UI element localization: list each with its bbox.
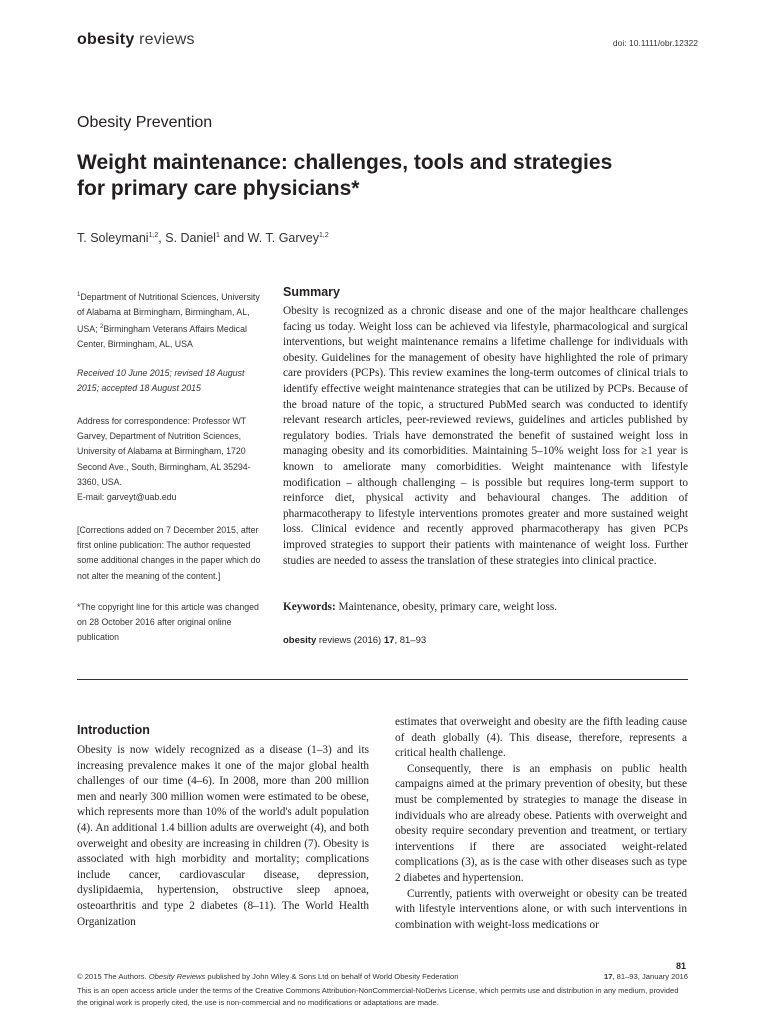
author-2: , S. Daniel [158,231,216,245]
author-2-sup: 1 [215,231,220,239]
copyright-note [77,600,265,646]
intro-column-1: Obesity is now widely recognized as a disease (1–3) and its increasing prevalence makes it one of the major global health challenges of our time (4–6). In 2008, more than 200 million men and nearly 300 million women were estimated to be obese, which represents more than 10% of the world's adult population (4). An additional 1.4 billion adults are overweight (4), and both overweight and obesity are increasing in children (7). Obesity is associated with high morbidity and mortality; complications include cancer, cardiovascular disease, depression, dyslipidaemia, hypertension, obstructive sleep apnoea, osteoarthritis and type 2 diabetes (8–11). The World Health Organization [77,744,369,928]
journal-name-rest: reviews [139,31,195,48]
title-line-1: Weight maintenance: challenges, tools and strategies [77,151,613,174]
keywords-text: Maintenance, obesity, primary care, weight loss. [335,601,558,613]
email-text[interactable]: E-mail: garveyt@uab.edu [77,492,177,503]
copyright-pre: © 2015 The Authors. [77,972,149,981]
author-1: T. Soleymani [77,231,149,245]
doi[interactable]: doi: 10.1111/obr.12322 [612,38,698,48]
intro-col2-para-1: estimates that overweight and obesity are the fifth leading cause of death globally (4). This disease, therefore, represents a critical health challenge. [395,716,687,760]
received-dates [77,366,265,396]
author-3: and W. T. Garvey [219,231,319,245]
page-number: 81 [675,961,686,971]
article-title [77,150,717,202]
copyright-line [77,972,458,981]
corrections-note [77,523,265,584]
aff-text-1: Department of Nutritional Sciences, University of Alabama at Birmingham, Birmingham, AL, USA; [77,291,260,335]
author-3-sup: 1,2 [319,231,329,239]
issue-info [604,972,688,981]
intro-col2-para-3: Currently, patients with overweight or obesity can be treated with lifestyle interventions alone, or with such interventions in combination with weight-loss medications or [395,887,687,931]
aff-sup-2: 2 [99,324,104,331]
citation-pages: , 81–93 [394,635,427,646]
authors [77,231,329,245]
summary-heading: Summary [283,285,340,299]
aff-sup-1: 1 [77,292,81,298]
intro-column-2 [395,715,687,933]
title-line-2: for primary care physicians* [77,177,360,200]
citation-volume: 17 [383,635,395,646]
intro-heading: Introduction [77,723,150,737]
copyright-journal: Obesity Reviews [148,972,206,981]
citation-journal-bold: obesity [283,635,317,646]
aff-text-2: Birmingham Veterans Affairs Medical Center, Birmingham, AL, USA [77,324,247,350]
issue-rest: , 81–93, January 2016 [612,972,688,981]
corrections-text: [Corrections added on 7 December 2015, after first online publication: The author requested some additional changes in the paper which do not alter the meaning of the content.] [77,525,261,581]
section-label: Obesity Prevention [77,114,213,131]
issue-volume: 17 [603,972,613,981]
author-1-sup: 1,2 [148,231,159,239]
intro-col2-para-2: Consequently, there is an emphasis on public health campaigns aimed at the primary prevention of obesity, but these must be complemented by strategies to manage the disease in individuals who are already obese. Patients with overweight and obesity require secondary prevention and treatment, or tertiary interventions if there are associated weight-related complications (3), as is the case with other diseases such as type 2 diabetes and hypertension. [395,762,687,884]
citation [283,635,426,646]
correspondence [77,414,265,505]
section-divider [77,679,688,680]
keywords [283,601,688,613]
received-text: Received 10 June 2015; revised 18 August 2015; accepted 18 August 2015 [77,368,245,394]
copyright-note-text: *The copyright line for this article was changed on 28 October 2016 after original online publication [77,602,259,643]
citation-journal-rest: reviews (2016) [316,635,384,646]
journal-name-bold: obesity [77,31,135,48]
affiliations [77,288,265,353]
summary-text: Obesity is recognized as a chronic disease and one of the major healthcare challenges facing us today. Weight loss can be achieved via lifestyle, pharmacological and surgical interventions, but weight maintenance remains a lifetime challenge for individuals with obesity. Guidelines for the management of obesity have highlighted the role of primary care providers (PCPs). This review examines the long-term outcomes of clinical trials to identify effective weight maintenance strategies that can be utilized by PCPs. Because of the broad nature of the topic, a structured PubMed search was conducted to identify relevant research articles, peer-reviewed reviews, guidelines and articles published by regulatory bodies. Trials have demonstrated the benefit of sustained weight loss in managing obesity and its comorbidities. Maintaining 5–10% weight loss for ≥1 year is known to ameliorate many comorbidities. Weight maintenance with lifestyle modification – although challenging – is possible but requires long-term support to reinforce diet, physical activity and behavioural changes. The addition of pharmacotherapy to lifestyle interventions promotes greater and more sustained weight loss. Clinical evidence and recently approved pharmacotherapy has given PCPs improved strategies to support their patients with maintenance of weight loss. Further studies are needed to assess the translation of these strategies into clinical practice. [283,305,688,567]
license-text: This is an open access article under the terms of the Creative Commons Attribution-NonCommercial-NoDerivs License, which permits use and distribution in any medium, provided the original work is properly cited, the use is non-commercial and no modifications or adaptations are made. [77,986,679,1007]
address-text: Address for correspondence: Professor WT Garvey, Department of Nutrition Sciences, University of Alabama at Birmingham, 1720 Second Ave., South, Birmingham, AL 35294-3360, USA. [77,416,251,487]
keywords-label: Keywords: [283,601,336,613]
journal-name [77,31,195,49]
copyright-post: published by John Wiley & Sons Ltd on behalf of World Obesity Federation [205,972,459,981]
